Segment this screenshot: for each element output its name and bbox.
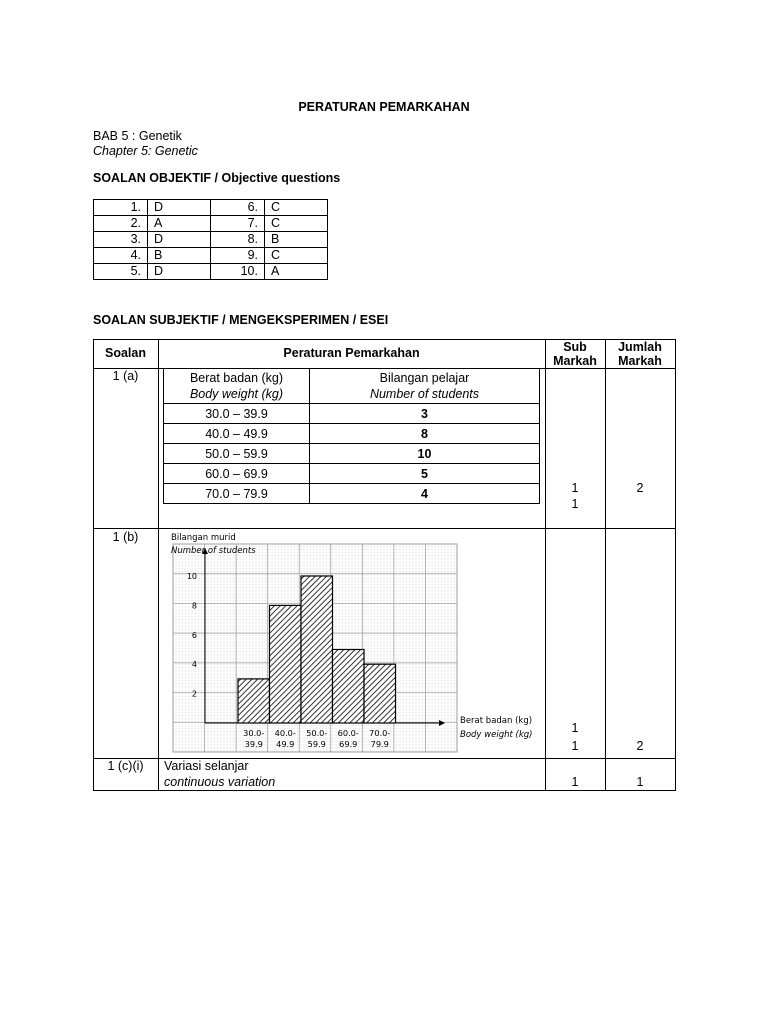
question-number: 6. — [211, 200, 265, 216]
freq-header-students: Bilangan pelajar Number of students — [310, 369, 540, 404]
page-title: PERATURAN PEMARKAHAN — [298, 100, 470, 114]
question-number: 2. — [94, 216, 148, 232]
student-count: 10 — [310, 444, 540, 464]
x-tick-label: 79.9 — [370, 739, 389, 749]
subjective-heading: SOALAN SUBJEKTIF / MENGEKSPERIMEN / ESEI — [93, 313, 389, 327]
question-1b-label: 1 (b) — [112, 530, 139, 544]
objective-row — [94, 232, 328, 248]
x-tick-label: 50.0- — [306, 728, 328, 738]
question-1ci-label: 1 (c)(i) — [107, 759, 144, 773]
q1ci-answer: Variasi selanjar — [164, 759, 249, 773]
frequency-row — [164, 444, 540, 464]
answer-letter: C — [265, 216, 328, 232]
q1ci-answer-english: continuous variation — [164, 775, 276, 789]
weight-range: 30.0 – 39.9 — [164, 404, 310, 424]
header-jumlah-markah: Jumlah Markah — [618, 340, 662, 368]
question-number: 10. — [211, 264, 265, 280]
y-axis-label: Bilangan murid — [171, 533, 236, 543]
bar-70.0-79.9 — [364, 664, 396, 723]
y-tick-label: 8 — [191, 601, 197, 611]
weight-range: 70.0 – 79.9 — [164, 484, 310, 504]
question-number: 8. — [211, 232, 265, 248]
frequency-row — [164, 404, 540, 424]
frequency-row — [164, 424, 540, 444]
freq-header-weight: Berat badan (kg) Body weight (kg) — [164, 369, 310, 404]
answer-letter: D — [148, 232, 211, 248]
chapter-malay: BAB 5 : Genetik — [93, 129, 182, 143]
objective-answer-table — [93, 199, 328, 280]
student-count: 3 — [310, 404, 540, 424]
objective-heading: SOALAN OBJEKTIF / Objective questions — [93, 171, 341, 185]
answer-letter: B — [148, 248, 211, 264]
y-tick-label: 6 — [191, 630, 197, 640]
histogram-chart — [163, 530, 543, 756]
weight-range: 50.0 – 59.9 — [164, 444, 310, 464]
objective-row — [94, 248, 328, 264]
bar-60.0-69.9 — [333, 650, 365, 724]
x-axis-label-english: Body weight (kg) — [460, 730, 533, 740]
bar-30.0-39.9 — [238, 679, 270, 723]
y-axis-label-english: Number of students — [171, 546, 256, 556]
objective-row — [94, 264, 328, 280]
y-tick-label: 4 — [191, 660, 197, 670]
weight-range: 40.0 – 49.9 — [164, 424, 310, 444]
q1a-sub-mark-2: 1 — [571, 497, 579, 511]
chapter-english: Chapter 5: Genetic — [93, 144, 198, 158]
x-tick-label: 59.9 — [307, 739, 326, 749]
header-peraturan: Peraturan Pemarkahan — [283, 346, 420, 360]
answer-letter: D — [148, 264, 211, 280]
question-number: 1. — [94, 200, 148, 216]
frequency-table — [163, 368, 540, 504]
objective-row — [94, 216, 328, 232]
q1ci-sub-mark: 1 — [571, 775, 579, 789]
q1ci-total-mark: 1 — [636, 775, 644, 789]
answer-letter: C — [265, 248, 328, 264]
x-tick-label: 30.0- — [243, 728, 265, 738]
header-sub-markah: Sub Markah — [553, 340, 597, 368]
weight-range: 60.0 – 69.9 — [164, 464, 310, 484]
answer-letter: D — [148, 200, 211, 216]
answer-letter: A — [148, 216, 211, 232]
answer-letter: C — [265, 200, 328, 216]
frequency-row — [164, 464, 540, 484]
x-axis-label: Berat badan (kg) — [460, 716, 533, 726]
objective-row — [94, 200, 328, 216]
q1a-total-mark: 2 — [636, 481, 644, 495]
question-1a-label: 1 (a) — [112, 369, 139, 383]
q1a-sub-mark-1: 1 — [571, 481, 579, 495]
x-tick-label: 40.0- — [274, 728, 296, 738]
q1b-sub-mark-1: 1 — [571, 721, 579, 735]
x-tick-label: 70.0- — [369, 728, 391, 738]
bar-50.0-59.9 — [301, 576, 333, 723]
header-soalan: Soalan — [105, 346, 146, 360]
y-tick-label: 2 — [191, 689, 197, 699]
student-count: 8 — [310, 424, 540, 444]
question-number: 7. — [211, 216, 265, 232]
question-number: 5. — [94, 264, 148, 280]
answer-letter: A — [265, 264, 328, 280]
question-number: 9. — [211, 248, 265, 264]
chapter-heading — [93, 129, 198, 159]
x-tick-label: 49.9 — [276, 739, 295, 749]
question-number: 4. — [94, 248, 148, 264]
y-tick-label: 10 — [186, 572, 197, 581]
frequency-row — [164, 484, 540, 504]
student-count: 4 — [310, 484, 540, 504]
question-number: 3. — [94, 232, 148, 248]
x-tick-label: 60.0- — [337, 728, 359, 738]
x-tick-label: 69.9 — [339, 739, 358, 749]
student-count: 5 — [310, 464, 540, 484]
bar-40.0-49.9 — [270, 605, 302, 723]
q1b-sub-mark-2: 1 — [571, 739, 579, 753]
q1b-total-mark: 2 — [636, 739, 644, 753]
answer-letter: B — [265, 232, 328, 248]
x-tick-label: 39.9 — [244, 739, 263, 749]
